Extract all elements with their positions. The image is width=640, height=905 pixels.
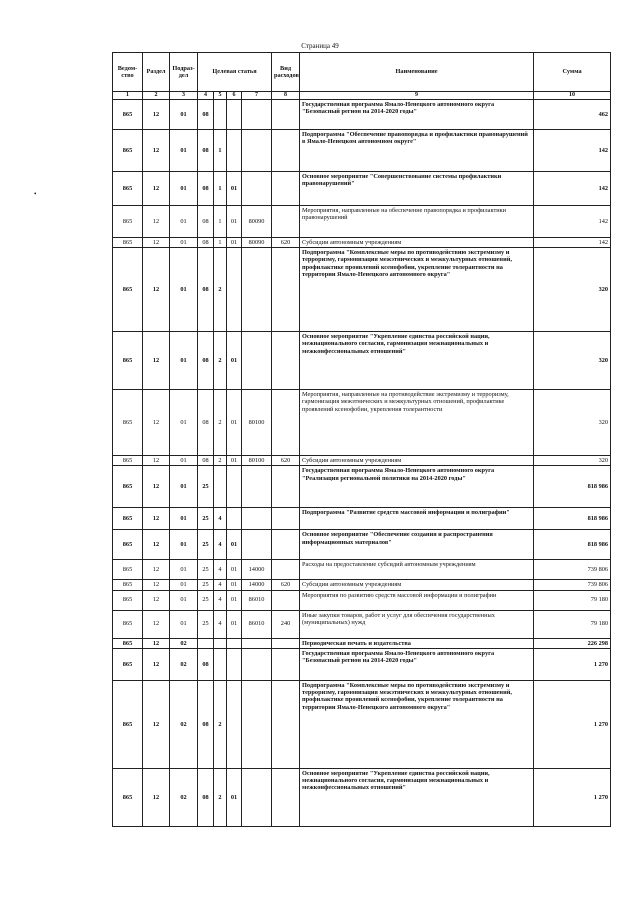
cell-target-subprogram	[214, 638, 227, 648]
cell-name: Подпрограмма "Комплексные меры по противодействию экстремизму и терроризму, гармонизация межэтнических и межкультурных отношений, профилактике проявлений ксенофобии, укрепление толерантности на территории Ямало-Ненецкого автономного округа"	[300, 248, 534, 332]
cell-razdel: 12	[143, 171, 170, 205]
cell-expense-type	[272, 560, 300, 580]
table-row	[113, 580, 611, 590]
cell-razdel: 12	[143, 466, 170, 508]
cell-name: Подпрограмма "Обеспечение правопорядка и профилактики правонарушений в Ямало-Ненецком автономном округе"	[300, 129, 534, 171]
cell-target-program: 25	[198, 590, 214, 610]
cell-expense-type: 620	[272, 580, 300, 590]
cell-name: Субсидии автономным учреждениям	[300, 580, 534, 590]
column-number: 6	[227, 92, 242, 100]
cell-target-program: 08	[198, 237, 214, 247]
cell-razdel: 12	[143, 590, 170, 610]
table-row	[113, 768, 611, 826]
cell-name: Расходы на предоставление субсидий автономным учреждениям	[300, 560, 534, 580]
table-row	[113, 638, 611, 648]
cell-target-event: 01	[227, 768, 242, 826]
cell-target-program: 08	[198, 129, 214, 171]
header-target-article: Целевая статья	[198, 53, 272, 92]
cell-sum: 226 298	[534, 638, 611, 648]
column-number-row	[113, 92, 611, 100]
table-row	[113, 390, 611, 456]
header-name: Наименование	[300, 53, 534, 92]
table-row	[113, 171, 611, 205]
cell-sum: 142	[534, 129, 611, 171]
column-number: 5	[214, 92, 227, 100]
cell-name: Основное мероприятие "Обеспечение создания и распространения информационных материалов"	[300, 530, 534, 560]
cell-target-subprogram: 2	[214, 390, 227, 456]
cell-podrazdel: 01	[170, 171, 198, 205]
cell-expense-type	[272, 332, 300, 390]
cell-target-event: 01	[227, 205, 242, 237]
cell-name: Иные закупки товаров, работ и услуг для обеспечения государственных (муниципальных) нужд	[300, 610, 534, 638]
cell-target-direction: 14000	[242, 580, 272, 590]
table-row	[113, 237, 611, 247]
cell-expense-type	[272, 638, 300, 648]
cell-expense-type: 240	[272, 610, 300, 638]
cell-target-program: 25	[198, 530, 214, 560]
cell-sum: 739 806	[534, 580, 611, 590]
cell-target-event	[227, 466, 242, 508]
cell-name: Государственная программа Ямало-Ненецкого автономного округа "Безопасный регион на 2014-2020 годы"	[300, 99, 534, 129]
cell-target-program: 08	[198, 332, 214, 390]
cell-target-subprogram: 4	[214, 508, 227, 530]
cell-target-event	[227, 248, 242, 332]
cell-target-direction	[242, 129, 272, 171]
table-row	[113, 508, 611, 530]
cell-target-direction	[242, 171, 272, 205]
header-vedomstvo: Ведом-ство	[113, 53, 143, 92]
cell-sum: 79 180	[534, 610, 611, 638]
cell-target-direction	[242, 508, 272, 530]
cell-razdel: 12	[143, 768, 170, 826]
table-row	[113, 466, 611, 508]
cell-expense-type	[272, 205, 300, 237]
cell-target-direction: 86010	[242, 610, 272, 638]
cell-vedomstvo: 865	[113, 99, 143, 129]
cell-sum: 320	[534, 390, 611, 456]
cell-target-program: 08	[198, 648, 214, 680]
cell-sum: 462	[534, 99, 611, 129]
cell-vedomstvo: 865	[113, 237, 143, 247]
cell-target-direction	[242, 530, 272, 560]
cell-target-program: 08	[198, 390, 214, 456]
cell-target-direction: 80100	[242, 390, 272, 456]
table-row	[113, 590, 611, 610]
cell-expense-type: 620	[272, 456, 300, 466]
column-number: 1	[113, 92, 143, 100]
table-header-row	[113, 53, 611, 92]
cell-sum: 1 270	[534, 680, 611, 768]
cell-razdel: 12	[143, 237, 170, 247]
table-row	[113, 560, 611, 580]
cell-vedomstvo: 865	[113, 590, 143, 610]
cell-podrazdel: 01	[170, 580, 198, 590]
cell-name: Подпрограмма "Комплексные меры по противодействию экстремизму и терроризму, гармонизация межэтнических и межкультурных отношений, профилактике проявлений ксенофобии, укрепление толерантности на территории Ямало-Ненецкого автономного округа"	[300, 680, 534, 768]
cell-target-program: 08	[198, 205, 214, 237]
cell-vedomstvo: 865	[113, 390, 143, 456]
cell-target-event: 01	[227, 560, 242, 580]
cell-vedomstvo: 865	[113, 638, 143, 648]
cell-podrazdel: 01	[170, 332, 198, 390]
cell-target-subprogram: 4	[214, 610, 227, 638]
cell-podrazdel: 01	[170, 590, 198, 610]
cell-podrazdel: 01	[170, 508, 198, 530]
table-row	[113, 456, 611, 466]
cell-target-program: 08	[198, 768, 214, 826]
cell-target-program: 25	[198, 560, 214, 580]
column-number: 8	[272, 92, 300, 100]
cell-target-direction: 80090	[242, 205, 272, 237]
cell-razdel: 12	[143, 205, 170, 237]
table-row	[113, 648, 611, 680]
cell-podrazdel: 01	[170, 129, 198, 171]
cell-name: Субсидии автономным учреждениям	[300, 456, 534, 466]
cell-podrazdel: 01	[170, 205, 198, 237]
cell-name: Государственная программа Ямало-Ненецкого автономного округа "Безопасный регион на 2014-2020 годы"	[300, 648, 534, 680]
cell-name: Подпрограмма "Развитие средств массовой информации и полиграфии"	[300, 508, 534, 530]
cell-vedomstvo: 865	[113, 456, 143, 466]
table-row	[113, 248, 611, 332]
cell-target-event: 01	[227, 580, 242, 590]
cell-sum: 818 986	[534, 508, 611, 530]
cell-razdel: 12	[143, 580, 170, 590]
cell-expense-type	[272, 390, 300, 456]
cell-target-subprogram: 2	[214, 456, 227, 466]
cell-target-direction	[242, 768, 272, 826]
cell-target-direction	[242, 638, 272, 648]
cell-vedomstvo: 865	[113, 560, 143, 580]
cell-target-direction: 80090	[242, 237, 272, 247]
cell-target-event: 01	[227, 332, 242, 390]
cell-name: Основное мероприятие "Укрепление единства российской нации, межнационального согласия, гармонизация межнациональных и межконфессиональных отношений"	[300, 768, 534, 826]
cell-vedomstvo: 865	[113, 768, 143, 826]
cell-sum: 818 986	[534, 530, 611, 560]
cell-podrazdel: 01	[170, 456, 198, 466]
cell-podrazdel: 02	[170, 680, 198, 768]
cell-name: Мероприятия по развитию средств массовой информации и полиграфии	[300, 590, 534, 610]
cell-target-subprogram	[214, 466, 227, 508]
cell-podrazdel: 01	[170, 560, 198, 580]
cell-name: Основное мероприятие "Укрепление единства российской нации, межнационального согласия, гармонизация межнациональных и межконфессиональных отношений"	[300, 332, 534, 390]
cell-podrazdel: 02	[170, 648, 198, 680]
cell-target-direction	[242, 99, 272, 129]
cell-vedomstvo: 865	[113, 205, 143, 237]
cell-target-subprogram: 4	[214, 590, 227, 610]
cell-razdel: 12	[143, 680, 170, 768]
cell-target-subprogram	[214, 99, 227, 129]
cell-sum: 320	[534, 456, 611, 466]
cell-target-event	[227, 99, 242, 129]
cell-target-direction: 14000	[242, 560, 272, 580]
cell-sum: 818 986	[534, 466, 611, 508]
cell-name: Периодическая печать и издательства	[300, 638, 534, 648]
cell-sum: 79 180	[534, 590, 611, 610]
cell-expense-type	[272, 508, 300, 530]
cell-razdel: 12	[143, 390, 170, 456]
header-expense-type: Вид расходов	[272, 53, 300, 92]
column-number: 10	[534, 92, 611, 100]
cell-target-subprogram: 2	[214, 768, 227, 826]
cell-sum: 320	[534, 248, 611, 332]
cell-target-subprogram: 4	[214, 580, 227, 590]
cell-vedomstvo: 865	[113, 580, 143, 590]
table-row	[113, 129, 611, 171]
cell-vedomstvo: 865	[113, 508, 143, 530]
cell-name: Государственная программа Ямало-Ненецкого автономного округа "Реализация региональной политики на 2014-2020 годы"	[300, 466, 534, 508]
table-row	[113, 99, 611, 129]
cell-podrazdel: 01	[170, 248, 198, 332]
cell-sum: 320	[534, 332, 611, 390]
cell-target-program: 25	[198, 466, 214, 508]
cell-podrazdel: 01	[170, 237, 198, 247]
cell-target-subprogram: 1	[214, 171, 227, 205]
cell-target-event: 01	[227, 456, 242, 466]
cell-razdel: 12	[143, 610, 170, 638]
cell-target-direction	[242, 648, 272, 680]
cell-target-program	[198, 638, 214, 648]
cell-target-subprogram: 4	[214, 530, 227, 560]
cell-expense-type	[272, 680, 300, 768]
cell-expense-type	[272, 99, 300, 129]
cell-vedomstvo: 865	[113, 248, 143, 332]
cell-target-direction: 80100	[242, 456, 272, 466]
cell-razdel: 12	[143, 129, 170, 171]
cell-expense-type	[272, 530, 300, 560]
cell-expense-type	[272, 248, 300, 332]
cell-target-direction	[242, 248, 272, 332]
cell-target-subprogram: 1	[214, 237, 227, 247]
cell-target-event	[227, 680, 242, 768]
cell-sum: 1 270	[534, 768, 611, 826]
cell-expense-type	[272, 590, 300, 610]
cell-vedomstvo: 865	[113, 466, 143, 508]
cell-target-event: 01	[227, 171, 242, 205]
cell-target-program: 08	[198, 248, 214, 332]
cell-podrazdel: 01	[170, 99, 198, 129]
cell-target-subprogram: 2	[214, 680, 227, 768]
table-row	[113, 205, 611, 237]
cell-sum: 739 806	[534, 560, 611, 580]
cell-sum: 142	[534, 171, 611, 205]
cell-target-direction: 86010	[242, 590, 272, 610]
cell-razdel: 12	[143, 560, 170, 580]
cell-target-direction	[242, 332, 272, 390]
cell-vedomstvo: 865	[113, 610, 143, 638]
cell-vedomstvo: 865	[113, 648, 143, 680]
cell-target-direction	[242, 466, 272, 508]
header-podrazdel: Подраз-дел	[170, 53, 198, 92]
cell-expense-type	[272, 648, 300, 680]
cell-podrazdel: 01	[170, 390, 198, 456]
cell-expense-type	[272, 129, 300, 171]
cell-podrazdel: 01	[170, 466, 198, 508]
cell-podrazdel: 02	[170, 638, 198, 648]
cell-target-event: 01	[227, 610, 242, 638]
cell-target-subprogram: 2	[214, 332, 227, 390]
cell-sum: 142	[534, 205, 611, 237]
cell-sum: 1 270	[534, 648, 611, 680]
column-number: 2	[143, 92, 170, 100]
cell-expense-type	[272, 171, 300, 205]
cell-target-event	[227, 508, 242, 530]
cell-target-program: 25	[198, 508, 214, 530]
table-row	[113, 680, 611, 768]
cell-target-program: 25	[198, 580, 214, 590]
cell-razdel: 12	[143, 456, 170, 466]
cell-target-subprogram: 1	[214, 129, 227, 171]
cell-name: Субсидии автономным учреждениям	[300, 237, 534, 247]
cell-podrazdel: 02	[170, 768, 198, 826]
cell-razdel: 12	[143, 332, 170, 390]
column-number: 3	[170, 92, 198, 100]
cell-name: Основное мероприятие "Совершенствование системы профилактики правонарушений"	[300, 171, 534, 205]
cell-vedomstvo: 865	[113, 129, 143, 171]
cell-vedomstvo: 865	[113, 680, 143, 768]
table-body	[113, 99, 611, 826]
cell-target-event	[227, 129, 242, 171]
cell-razdel: 12	[143, 638, 170, 648]
column-number: 7	[242, 92, 272, 100]
cell-target-subprogram: 4	[214, 560, 227, 580]
cell-expense-type	[272, 466, 300, 508]
cell-sum: 142	[534, 237, 611, 247]
cell-target-program: 08	[198, 456, 214, 466]
cell-target-event	[227, 648, 242, 680]
cell-razdel: 12	[143, 248, 170, 332]
column-number: 9	[300, 92, 534, 100]
cell-razdel: 12	[143, 648, 170, 680]
cell-target-program: 08	[198, 99, 214, 129]
cell-target-event	[227, 638, 242, 648]
cell-target-program: 08	[198, 171, 214, 205]
cell-name: Мероприятия, направленные на противодействие экстремизму и терроризму, гармонизация межэтнических и межкультурных отношений, профилактике проявлений ксенофобии, укрепления толерантности	[300, 390, 534, 456]
cell-name: Мероприятия, направленные на обеспечение правопорядка и профилактики правонарушений	[300, 205, 534, 237]
cell-target-event: 01	[227, 590, 242, 610]
cell-expense-type: 620	[272, 237, 300, 247]
cell-razdel: 12	[143, 99, 170, 129]
cell-target-subprogram: 1	[214, 205, 227, 237]
page-number-label: Страница 49	[301, 42, 339, 50]
cell-expense-type	[272, 768, 300, 826]
cell-target-event: 01	[227, 530, 242, 560]
cell-target-program: 25	[198, 610, 214, 638]
cell-target-event: 01	[227, 390, 242, 456]
table-row	[113, 530, 611, 560]
column-number: 4	[198, 92, 214, 100]
cell-target-subprogram	[214, 648, 227, 680]
cell-vedomstvo: 865	[113, 332, 143, 390]
margin-mark: •	[34, 190, 37, 198]
table-row	[113, 332, 611, 390]
cell-podrazdel: 01	[170, 610, 198, 638]
budget-table	[112, 52, 611, 827]
cell-target-event: 01	[227, 237, 242, 247]
cell-podrazdel: 01	[170, 530, 198, 560]
cell-razdel: 12	[143, 508, 170, 530]
cell-vedomstvo: 865	[113, 171, 143, 205]
cell-target-subprogram: 2	[214, 248, 227, 332]
header-sum: Сумма	[534, 53, 611, 92]
cell-vedomstvo: 865	[113, 530, 143, 560]
cell-target-direction	[242, 680, 272, 768]
cell-razdel: 12	[143, 530, 170, 560]
table-row	[113, 610, 611, 638]
cell-target-program: 08	[198, 680, 214, 768]
header-razdel: Раздел	[143, 53, 170, 92]
